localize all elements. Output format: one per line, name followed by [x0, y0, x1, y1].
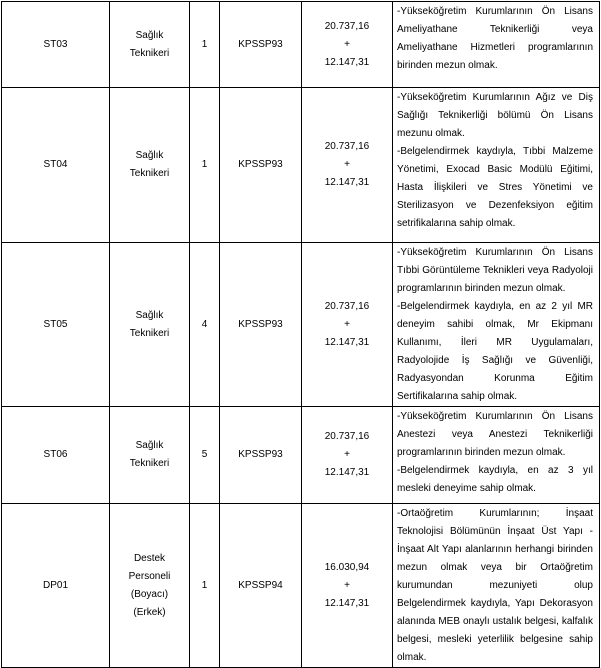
score-type: KPSSP94 — [220, 504, 302, 668]
position-code: ST05 — [2, 243, 110, 407]
table-row — [2, 2, 600, 88]
salary: 20.737,16 + 12.147,31 — [302, 88, 393, 243]
salary: 20.737,16 + 12.147,31 — [302, 243, 393, 407]
requirements: -Ortaöğretim Kurumlarının; İnşaat Teknolojisi Bölümünün İnşaat Üst Yapı - İnşaat Alt Yapı alanlarının herhangi birinden mezun olmak veya bir Ortaöğretim kurumundan mezuniyeti olup Belgelendirmek kaydıyla, Yapı Dekorasyon alanında MEB onaylı ustalık belgesi, kalfalık belgesi, mesleki yeterlilik belgesine sahip olmak. — [393, 504, 600, 668]
salary: 20.737,16 + 12.147,31 — [302, 2, 393, 88]
position-count: 1 — [190, 2, 220, 88]
position-title: Sağlık Teknikeri — [110, 243, 190, 407]
position-count: 4 — [190, 243, 220, 407]
position-count: 5 — [190, 407, 220, 504]
requirements: -Yükseköğretim Kurumlarının Ön Lisans Anestezi veya Anestezi Teknikerliği programlarının birinden mezun olmak. -Belgelendirmek kaydıyla, en az 3 yıl mesleki deneyime sahip olmak. — [393, 407, 600, 504]
position-title: Sağlık Teknikeri — [110, 2, 190, 88]
score-type: KPSSP93 — [220, 2, 302, 88]
table-row — [2, 243, 600, 407]
score-type: KPSSP93 — [220, 88, 302, 243]
position-code: ST03 — [2, 2, 110, 88]
table-row — [2, 407, 600, 504]
requirements: -Yükseköğretim Kurumlarının Ön Lisans Ameliyathane Teknikerliği veya Ameliyathane Hizmetleri programlarının birinden mezun olmak. — [393, 2, 600, 88]
table-row — [2, 88, 600, 243]
position-count: 1 — [190, 88, 220, 243]
position-title: Sağlık Teknikeri — [110, 88, 190, 243]
position-title: Destek Personeli (Boyacı) (Erkek) — [110, 504, 190, 668]
table-row — [2, 504, 600, 668]
score-type: KPSSP93 — [220, 243, 302, 407]
position-count: 1 — [190, 504, 220, 668]
position-code: ST04 — [2, 88, 110, 243]
score-type: KPSSP93 — [220, 407, 302, 504]
salary: 20.737,16 + 12.147,31 — [302, 407, 393, 504]
positions-table — [1, 1, 600, 668]
position-code: ST06 — [2, 407, 110, 504]
requirements: -Yükseköğretim Kurumlarının Ön Lisans Tıbbi Görüntüleme Teknikleri veya Radyoloji programlarının birinden mezun olmak. -Belgelendirmek kaydıyla, en az 2 yıl MR deneyim sahibi olmak, Mr Ekipmanı Kullanımı, İleri MR Uygulamaları, Radyolojide İş Sağlığı ve Güvenliği, Radyasyondan Korunma Eğitim Sertifikalarına sahip olmak. — [393, 243, 600, 407]
salary: 16.030,94 + 12.147,31 — [302, 504, 393, 668]
position-title: Sağlık Teknikeri — [110, 407, 190, 504]
position-code: DP01 — [2, 504, 110, 668]
requirements: -Yükseköğretim Kurumlarının Ağız ve Diş Sağlığı Teknikerliği bölümü Ön Lisans mezunu olmak. -Belgelendirmek kaydıyla, Tıbbi Malzeme Yönetimi, Exocad Basic Modülü Eğitimi, Hasta İlişkileri ve Stres Yönetimi ve Sterilizasyon ve Dezenfeksiyon eğitim setrifikalarına sahip olmak. — [393, 88, 600, 243]
